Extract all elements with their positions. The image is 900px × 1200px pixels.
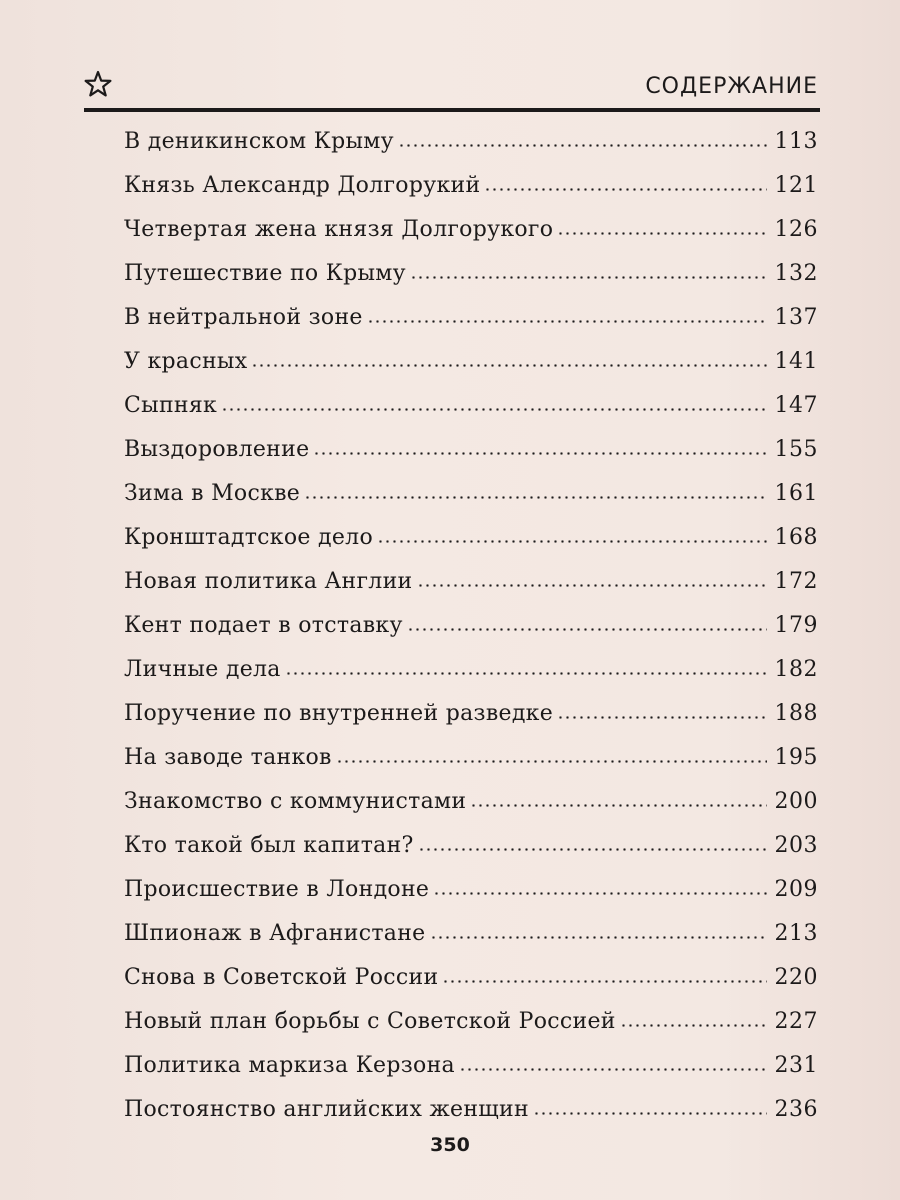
toc-entry-page: 200 [774,789,818,814]
dot-leader [533,1112,767,1115]
toc-entry [124,516,818,560]
toc-entry [124,824,818,868]
toc-entry-title: Кент подает в отставку [124,613,403,638]
toc-entry-page: 161 [774,481,818,506]
toc-entry-page: 155 [774,437,818,462]
toc-entry-page: 121 [774,173,818,198]
toc-entry-page: 172 [774,569,818,594]
dot-leader [620,1024,767,1027]
toc-entry-title: В нейтральной зоне [124,305,363,330]
header-rule [84,108,820,112]
toc-entry-page: 132 [774,261,818,286]
table-of-contents [124,120,818,1132]
toc-entry [124,208,818,252]
toc-entry-title: Личные дела [124,657,281,682]
toc-entry [124,340,818,384]
toc-entry-page: 137 [774,305,818,330]
toc-entry-title: Зима в Москве [124,481,301,506]
toc-entry-page: 236 [774,1097,818,1122]
toc-entry-title: Новый план борьбы с Советской Россией [124,1009,616,1034]
dot-leader [557,232,766,235]
toc-entry-title: Снова в Советской России [124,965,439,990]
toc-entry [124,604,818,648]
toc-entry-title: Кто такой был капитан? [124,833,414,858]
star-icon [84,70,112,98]
dot-leader [377,540,767,543]
dot-leader [285,672,767,675]
toc-entry-page: 188 [774,701,818,726]
toc-entry [124,1088,818,1132]
toc-entry [124,296,818,340]
toc-entry-page: 203 [774,833,818,858]
running-header [84,68,818,108]
section-title: СОДЕРЖАНИЕ [645,74,818,99]
toc-entry-page: 126 [774,217,818,242]
dot-leader [398,144,767,147]
dot-leader [418,848,767,851]
toc-entry [124,912,818,956]
dot-leader [251,364,766,367]
toc-entry-page: 168 [774,525,818,550]
toc-entry-page: 141 [774,349,818,374]
dot-leader [433,892,766,895]
toc-entry-page: 231 [774,1053,818,1078]
dot-leader [410,276,767,279]
toc-entry-title: Политика маркиза Керзона [124,1053,455,1078]
dot-leader [313,452,766,455]
toc-entry-title: Кронштадтское дело [124,525,373,550]
toc-entry [124,1044,818,1088]
dot-leader [484,188,766,191]
toc-entry-page: 195 [774,745,818,770]
toc-entry [124,384,818,428]
toc-entry-page: 182 [774,657,818,682]
toc-entry-title: Путешествие по Крыму [124,261,406,286]
toc-entry-title: У красных [124,349,248,374]
dot-leader [459,1068,767,1071]
toc-entry-page: 147 [774,393,818,418]
toc-entry [124,1000,818,1044]
toc-entry [124,428,818,472]
toc-entry-title: В деникинском Крыму [124,129,394,154]
toc-entry [124,252,818,296]
toc-entry-title: Князь Александр Долгорукий [124,173,481,198]
toc-entry-page: 213 [774,921,818,946]
toc-entry-title: Постоянство английских женщин [124,1097,529,1122]
dot-leader [557,716,766,719]
toc-entry-title: Поручение по внутренней разведке [124,701,554,726]
toc-entry [124,692,818,736]
dot-leader [430,936,767,939]
dot-leader [221,408,766,411]
dot-leader [417,584,767,587]
dot-leader [442,980,766,983]
toc-entry [124,736,818,780]
page-number: 350 [430,1134,470,1156]
toc-entry-title: Знакомство с коммунистами [124,789,467,814]
toc-entry-page: 209 [774,877,818,902]
dot-leader [367,320,767,323]
toc-entry-title: Сыпняк [124,393,218,418]
dot-leader [336,760,767,763]
toc-entry [124,868,818,912]
toc-entry-title: Выздоровление [124,437,310,462]
toc-entry-title: На заводе танков [124,745,332,770]
toc-entry [124,560,818,604]
dot-leader [304,496,766,499]
toc-entry-title: Новая политика Англии [124,569,413,594]
dot-leader [407,628,767,631]
toc-entry-title: Шпионаж в Афганистане [124,921,426,946]
toc-entry [124,956,818,1000]
toc-entry-page: 179 [774,613,818,638]
toc-entry-page: 113 [774,129,818,154]
dot-leader [470,804,766,807]
toc-entry [124,780,818,824]
toc-entry-title: Происшествие в Лондоне [124,877,430,902]
toc-entry-page: 220 [774,965,818,990]
toc-entry [124,472,818,516]
toc-entry [124,164,818,208]
toc-entry-title: Четвертая жена князя Долгорукого [124,217,554,242]
toc-entry [124,120,818,164]
toc-entry [124,648,818,692]
toc-entry-page: 227 [774,1009,818,1034]
